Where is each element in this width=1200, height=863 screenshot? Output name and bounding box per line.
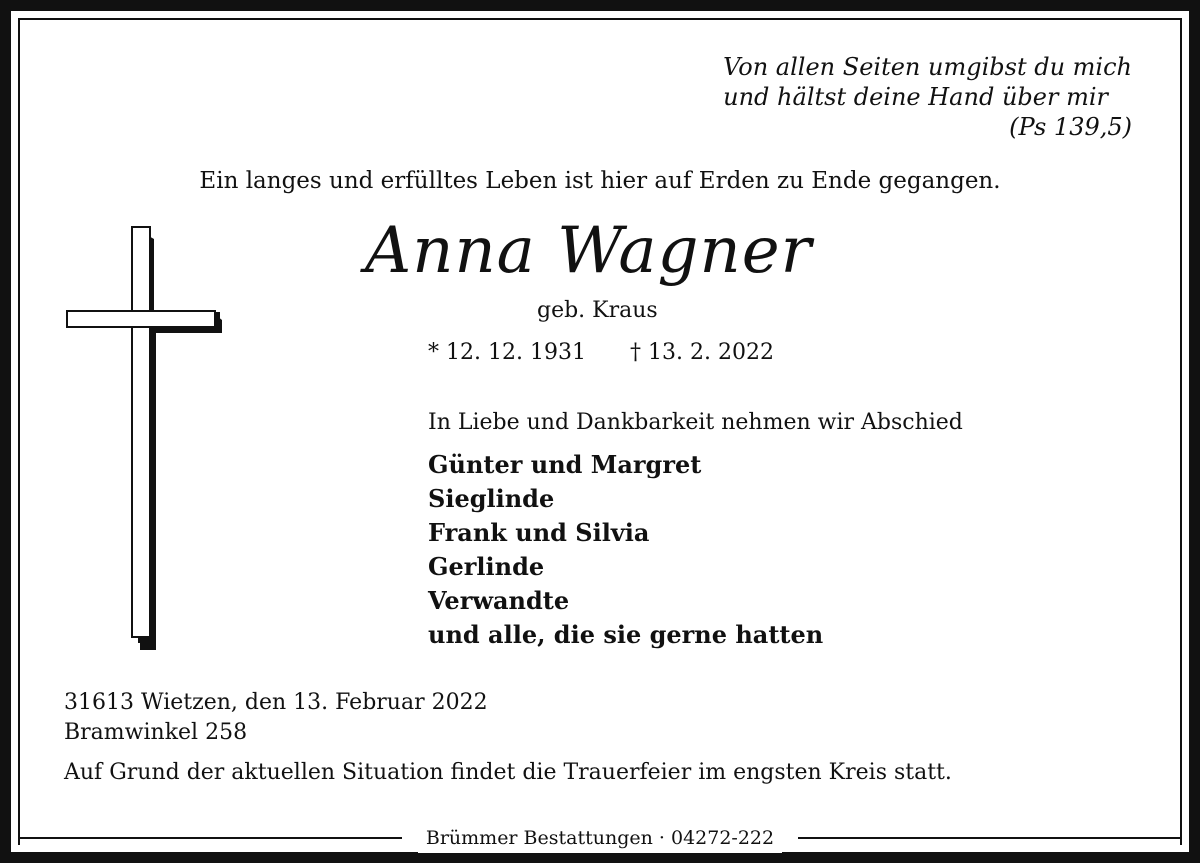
mourner-entry: Günter und Margret (428, 450, 702, 479)
footer-rule-right (798, 837, 1182, 839)
mourner-entry: und alle, die sie gerne hatten (428, 620, 824, 649)
motto-line-1: Von allen Seiten umgibst du mich (723, 53, 1132, 81)
street-address: Bramwinkel 258 (64, 720, 248, 745)
mourner-entry: Sieglinde (428, 484, 555, 513)
maiden-name: geb. Kraus (537, 298, 658, 323)
place-date: 31613 Wietzen, den 13. Februar 2022 (64, 690, 488, 715)
mourner-entry: Verwandte (428, 586, 570, 615)
mourner-entry: Gerlinde (428, 552, 545, 581)
death-date: † 13. 2. 2022 (630, 340, 774, 365)
motto-line-2: und hältst deine Hand über mir (723, 83, 1108, 111)
address-block (64, 688, 488, 748)
motto-reference: (Ps 139,5) (1009, 113, 1132, 141)
intro-text: Ein langes und erfülltes Leben ist hier auf Erden zu Ende gegangen. (199, 168, 1001, 194)
birth-date: * 12. 12. 1931 (428, 340, 586, 365)
cross-icon (60, 225, 230, 650)
deceased-name: Anna Wagner (365, 214, 813, 288)
motto (723, 52, 1132, 142)
funeral-notice: Auf Grund der aktuellen Situation findet die Trauerfeier im engsten Kreis statt. (64, 760, 952, 785)
funeral-home-credit: Brümmer Bestattungen · 04272-222 (418, 823, 782, 853)
footer (18, 823, 1182, 853)
mourners-list (428, 448, 823, 652)
footer-rule-left (18, 837, 402, 839)
farewell-text: In Liebe und Dankbarkeit nehmen wir Abschied (428, 410, 963, 435)
mourner-entry: Frank und Silvia (428, 518, 650, 547)
